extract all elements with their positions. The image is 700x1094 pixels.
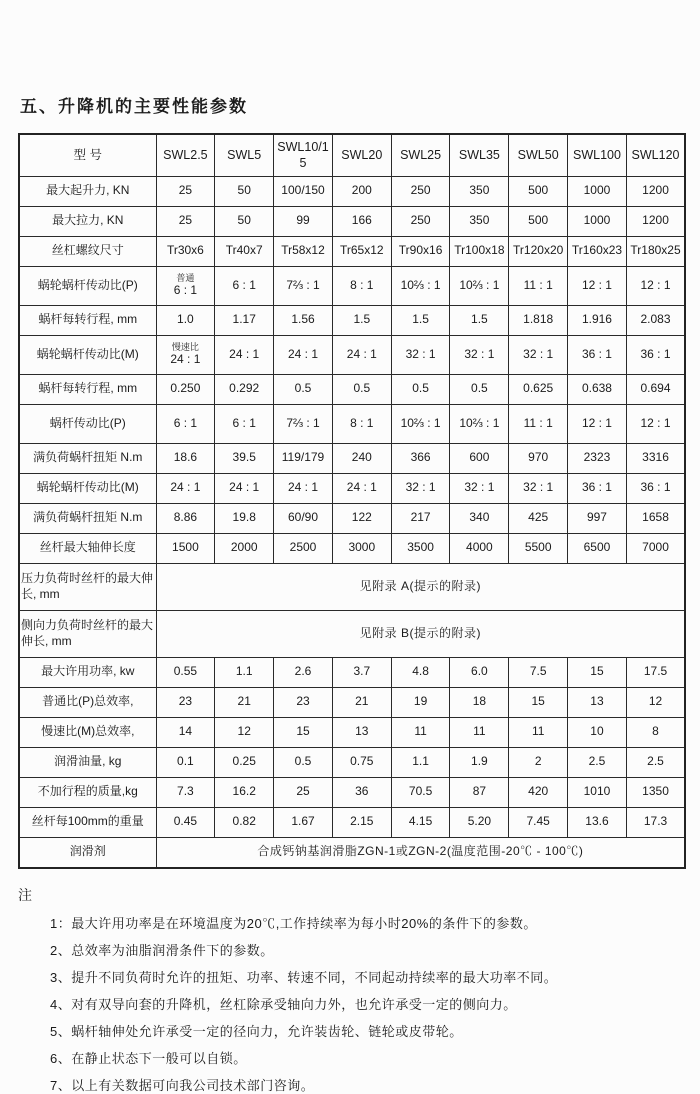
note-item: 6、在静止状态下一般可以自锁。: [50, 1050, 247, 1066]
data-cell: 24 : 1: [274, 473, 333, 503]
span-cell: 合成钙钠基润滑脂ZGN-1或ZGN-2(温度范围-20℃ - 100℃): [156, 837, 685, 868]
data-cell: 350: [450, 206, 509, 236]
data-cell: 0.292: [215, 374, 274, 404]
table-row: [19, 305, 685, 335]
header-cell: SWL20: [332, 134, 391, 176]
data-cell: Tr58x12: [274, 236, 333, 266]
data-cell: 8 : 1: [332, 266, 391, 305]
data-cell: 350: [450, 176, 509, 206]
data-cell: 10⅔ : 1: [391, 404, 450, 443]
data-cell: Tr100x18: [450, 236, 509, 266]
data-cell: 7.3: [156, 777, 215, 807]
data-cell: 340: [450, 503, 509, 533]
header-cell: SWL35: [450, 134, 509, 176]
span-cell: 见附录 A(提示的附录): [156, 563, 685, 610]
data-cell: 5500: [509, 533, 568, 563]
data-cell: 3.7: [332, 657, 391, 687]
data-cell: 1.1: [215, 657, 274, 687]
table-row: [19, 837, 685, 868]
data-cell: 119/179: [274, 443, 333, 473]
data-cell: [156, 266, 215, 305]
data-cell: 15: [274, 717, 333, 747]
row-label: 慢速比(M)总效率,: [19, 717, 156, 747]
data-cell: 1.67: [274, 807, 333, 837]
data-cell: 2.5: [568, 747, 627, 777]
table-row: [19, 176, 685, 206]
data-cell: 39.5: [215, 443, 274, 473]
data-cell: 3316: [626, 443, 685, 473]
header-cell: SWL100: [568, 134, 627, 176]
data-cell: 2323: [568, 443, 627, 473]
cell-value: 6 : 1: [173, 282, 198, 297]
data-cell: Tr180x25: [626, 236, 685, 266]
span-cell: 见附录 B(提示的附录): [156, 610, 685, 657]
data-cell: 240: [332, 443, 391, 473]
table-row: [19, 335, 685, 374]
data-cell: 25: [156, 206, 215, 236]
data-cell: 11 : 1: [509, 266, 568, 305]
data-cell: 19: [391, 687, 450, 717]
data-cell: 36: [332, 777, 391, 807]
data-cell: 0.638: [568, 374, 627, 404]
data-cell: 1000: [568, 206, 627, 236]
data-cell: 24 : 1: [274, 335, 333, 374]
data-cell: 11: [509, 717, 568, 747]
notes-list: [18, 916, 700, 1094]
data-cell: 425: [509, 503, 568, 533]
data-cell: 13: [332, 717, 391, 747]
table-row: [19, 610, 685, 657]
data-cell: Tr40x7: [215, 236, 274, 266]
data-cell: 2000: [215, 533, 274, 563]
data-cell: Tr160x23: [568, 236, 627, 266]
table-row: [19, 563, 685, 610]
table-row: [19, 404, 685, 443]
row-label: 最大许用功率, kw: [19, 657, 156, 687]
data-cell: 36 : 1: [626, 335, 685, 374]
data-cell: 36 : 1: [568, 473, 627, 503]
row-label: 蜗轮蜗杆传动比(M): [19, 335, 156, 374]
data-cell: 18: [450, 687, 509, 717]
data-cell: 0.625: [509, 374, 568, 404]
data-cell: 100/150: [274, 176, 333, 206]
table-row: [19, 533, 685, 563]
data-cell: 2.6: [274, 657, 333, 687]
data-cell: 25: [274, 777, 333, 807]
data-cell: 1658: [626, 503, 685, 533]
data-cell: 21: [215, 687, 274, 717]
table-row: [19, 717, 685, 747]
row-label: 普通比(P)总效率,: [19, 687, 156, 717]
data-cell: 4.15: [391, 807, 450, 837]
data-cell: 0.55: [156, 657, 215, 687]
table-row: [19, 374, 685, 404]
data-cell: 50: [215, 206, 274, 236]
data-cell: 32 : 1: [509, 335, 568, 374]
data-cell: 1010: [568, 777, 627, 807]
data-cell: 1.818: [509, 305, 568, 335]
row-label: 满负荷蜗杆扭矩 N.m: [19, 503, 156, 533]
table-body: [19, 176, 685, 868]
data-cell: 10⅔ : 1: [450, 266, 509, 305]
note-item: 4、对有双导向套的升降机，丝杠除承受轴向力外，也允许承受一定的侧向力。: [50, 996, 517, 1012]
table-row: [19, 443, 685, 473]
data-cell: 0.1: [156, 747, 215, 777]
note-item: 3、提升不同负荷时允许的扭矩、功率、转速不同，不同起动持续率的最大功率不同。: [50, 969, 558, 985]
data-cell: 2.5: [626, 747, 685, 777]
data-cell: 32 : 1: [450, 473, 509, 503]
header-cell-model: 型 号: [19, 134, 156, 176]
row-label: 侧向力负荷时丝杆的最大伸长, mm: [19, 610, 156, 657]
data-cell: 12 : 1: [568, 404, 627, 443]
data-cell: 13: [568, 687, 627, 717]
data-cell: 6 : 1: [215, 266, 274, 305]
data-cell: 12 : 1: [568, 266, 627, 305]
row-label: 蜗轮蜗杆传动比(P): [19, 266, 156, 305]
table-row: [19, 747, 685, 777]
data-cell: 0.5: [332, 374, 391, 404]
data-cell: 0.250: [156, 374, 215, 404]
data-cell: 32 : 1: [391, 335, 450, 374]
data-cell: 3000: [332, 533, 391, 563]
data-cell: 0.694: [626, 374, 685, 404]
notes-section: [18, 885, 700, 1094]
table-row: [19, 777, 685, 807]
data-cell: 1.5: [332, 305, 391, 335]
data-cell: 2.15: [332, 807, 391, 837]
data-cell: 70.5: [391, 777, 450, 807]
data-cell: 8.86: [156, 503, 215, 533]
data-cell: 99: [274, 206, 333, 236]
data-cell: 3500: [391, 533, 450, 563]
row-label: 丝杆每100mm的重量: [19, 807, 156, 837]
data-cell: 1200: [626, 176, 685, 206]
data-cell: 12 : 1: [626, 266, 685, 305]
data-cell: 32 : 1: [509, 473, 568, 503]
header-cell: SWL50: [509, 134, 568, 176]
data-cell: Tr30x6: [156, 236, 215, 266]
data-cell: 11: [391, 717, 450, 747]
data-cell: 2: [509, 747, 568, 777]
data-cell: 4.8: [391, 657, 450, 687]
data-cell: 366: [391, 443, 450, 473]
data-cell: 18.6: [156, 443, 215, 473]
note-item: 7、以上有关数据可向我公司技术部门咨询。: [50, 1077, 315, 1093]
data-cell: Tr120x20: [509, 236, 568, 266]
data-cell: 23: [156, 687, 215, 717]
row-label: 蜗轮蜗杆传动比(M): [19, 473, 156, 503]
data-cell: 24 : 1: [332, 335, 391, 374]
data-cell: Tr65x12: [332, 236, 391, 266]
data-cell: 1350: [626, 777, 685, 807]
row-label: 最大拉力, KN: [19, 206, 156, 236]
data-cell: 500: [509, 176, 568, 206]
data-cell: 24 : 1: [156, 473, 215, 503]
data-cell: 23: [274, 687, 333, 717]
data-cell: 1.17: [215, 305, 274, 335]
data-cell: 11 : 1: [509, 404, 568, 443]
data-cell: 25: [156, 176, 215, 206]
row-label: 压力负荷时丝杆的最大伸长, mm: [19, 563, 156, 610]
data-cell: 36 : 1: [568, 335, 627, 374]
data-cell: 24 : 1: [215, 473, 274, 503]
data-cell: 600: [450, 443, 509, 473]
data-cell: 217: [391, 503, 450, 533]
header-cell: SWL5: [215, 134, 274, 176]
data-cell: 24 : 1: [332, 473, 391, 503]
table-row: [19, 266, 685, 305]
row-label: 润滑油量, kg: [19, 747, 156, 777]
row-label: 丝杠螺纹尺寸: [19, 236, 156, 266]
data-cell: 4000: [450, 533, 509, 563]
data-cell: 5.20: [450, 807, 509, 837]
data-cell: 13.6: [568, 807, 627, 837]
data-cell: 2500: [274, 533, 333, 563]
row-label: 满负荷蜗杆扭矩 N.m: [19, 443, 156, 473]
header-cell: SWL2.5: [156, 134, 215, 176]
data-cell: 10⅔ : 1: [450, 404, 509, 443]
data-cell: 10: [568, 717, 627, 747]
data-cell: 7⅔ : 1: [274, 404, 333, 443]
data-cell: 420: [509, 777, 568, 807]
data-cell: 1.1: [391, 747, 450, 777]
data-cell: 11: [450, 717, 509, 747]
data-cell: 0.5: [274, 374, 333, 404]
data-cell: 997: [568, 503, 627, 533]
data-cell: 19.8: [215, 503, 274, 533]
data-cell: 1500: [156, 533, 215, 563]
data-cell: 6.0: [450, 657, 509, 687]
data-cell: 87: [450, 777, 509, 807]
row-label: 最大起升力, KN: [19, 176, 156, 206]
data-cell: 12: [215, 717, 274, 747]
data-cell: 0.5: [274, 747, 333, 777]
data-cell: 24 : 1: [215, 335, 274, 374]
data-cell: 1.0: [156, 305, 215, 335]
data-cell: 10⅔ : 1: [391, 266, 450, 305]
data-cell: 0.75: [332, 747, 391, 777]
note-item: 1：最大许用功率是在环境温度为20℃,工作持续率为每小时20%的条件下的参数。: [50, 915, 537, 931]
data-cell: 250: [391, 206, 450, 236]
data-cell: 12 : 1: [626, 404, 685, 443]
data-cell: 15: [509, 687, 568, 717]
data-cell: 200: [332, 176, 391, 206]
data-cell: 17.3: [626, 807, 685, 837]
data-cell: [156, 335, 215, 374]
data-cell: 250: [391, 176, 450, 206]
data-cell: Tr90x16: [391, 236, 450, 266]
data-cell: 166: [332, 206, 391, 236]
data-cell: 8 : 1: [332, 404, 391, 443]
row-label: 蜗杆传动比(P): [19, 404, 156, 443]
data-cell: 1.9: [450, 747, 509, 777]
data-cell: 0.25: [215, 747, 274, 777]
notes-heading: 注: [18, 886, 32, 903]
data-cell: 7.45: [509, 807, 568, 837]
data-cell: 1.5: [450, 305, 509, 335]
data-cell: 32 : 1: [450, 335, 509, 374]
header-cell: SWL10/15: [274, 134, 333, 176]
table-row: [19, 503, 685, 533]
data-cell: 6500: [568, 533, 627, 563]
data-cell: 60/90: [274, 503, 333, 533]
data-cell: 6 : 1: [156, 404, 215, 443]
data-cell: 7000: [626, 533, 685, 563]
data-cell: 15: [568, 657, 627, 687]
table-row: [19, 206, 685, 236]
page-title: 五、升降机的主要性能参数: [20, 97, 248, 116]
table-row: [19, 236, 685, 266]
data-cell: 36 : 1: [626, 473, 685, 503]
params-table: [18, 133, 686, 869]
data-cell: 21: [332, 687, 391, 717]
cell-value: 24 : 1: [170, 351, 201, 366]
data-cell: 1200: [626, 206, 685, 236]
cell-sublabel: 慢速比: [171, 341, 199, 352]
data-cell: 122: [332, 503, 391, 533]
data-cell: 1.56: [274, 305, 333, 335]
data-cell: 7.5: [509, 657, 568, 687]
note-item: 5、蜗杆轴伸处允许承受一定的径向力，允许装齿轮、链轮或皮带轮。: [50, 1023, 463, 1039]
data-cell: 16.2: [215, 777, 274, 807]
table-row: [19, 687, 685, 717]
data-cell: 6 : 1: [215, 404, 274, 443]
row-label: 蜗杆每转行程, mm: [19, 374, 156, 404]
data-cell: 0.5: [450, 374, 509, 404]
row-label: 润滑剂: [19, 837, 156, 868]
data-cell: 50: [215, 176, 274, 206]
data-cell: 7⅔ : 1: [274, 266, 333, 305]
data-cell: 0.45: [156, 807, 215, 837]
table-row: [19, 473, 685, 503]
data-cell: 1.916: [568, 305, 627, 335]
data-cell: 500: [509, 206, 568, 236]
data-cell: 32 : 1: [391, 473, 450, 503]
data-cell: 0.5: [391, 374, 450, 404]
row-label: 不加行程的质量,kg: [19, 777, 156, 807]
data-cell: 1.5: [391, 305, 450, 335]
data-cell: 2.083: [626, 305, 685, 335]
table-row: [19, 807, 685, 837]
data-cell: 8: [626, 717, 685, 747]
data-cell: 1000: [568, 176, 627, 206]
data-cell: 970: [509, 443, 568, 473]
row-label: 蜗杆每转行程, mm: [19, 305, 156, 335]
data-cell: 12: [626, 687, 685, 717]
table-header-row: [19, 134, 685, 176]
header-cell: SWL25: [391, 134, 450, 176]
header-cell: SWL120: [626, 134, 685, 176]
row-label: 丝杆最大轴伸长度: [19, 533, 156, 563]
data-cell: 14: [156, 717, 215, 747]
data-cell: 0.82: [215, 807, 274, 837]
data-cell: 17.5: [626, 657, 685, 687]
cell-sublabel: 普通: [176, 272, 195, 283]
note-item: 2、总效率为油脂润滑条件下的参数。: [50, 942, 274, 958]
table-row: [19, 657, 685, 687]
